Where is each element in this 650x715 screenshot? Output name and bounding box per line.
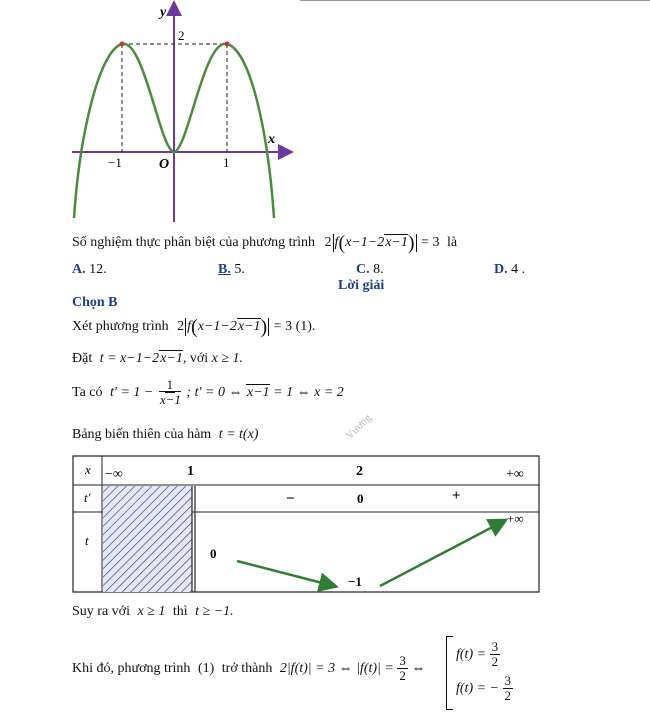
step1: Xét phương trình 2 f(x−1−2x−1) = 3 (1).: [72, 316, 316, 338]
top-rule: [300, 0, 650, 1]
step2: [72, 351, 243, 367]
option-c[interactable]: [356, 262, 384, 278]
x-tick-1: 1: [223, 155, 230, 170]
case-2: [456, 674, 513, 704]
solution-title: Lời giải: [338, 278, 385, 293]
step4-text: Suy ra với: [72, 604, 130, 619]
case-brace: [446, 636, 526, 708]
watermark: Vương: [343, 411, 374, 443]
row-x-label: x: [85, 462, 91, 477]
t-val-inf: +∞: [507, 511, 524, 526]
step2-cond: x ≥ 1.: [211, 351, 244, 366]
t-arrow-up: [380, 521, 504, 586]
step1-sqrt: x−1: [237, 319, 261, 335]
question-eq-rhs: = 3: [421, 235, 440, 251]
option-d-value: 4 .: [511, 262, 526, 277]
case1-frac-den: 2: [491, 654, 499, 670]
question-line: Số nghiệm thực phân biệt của phương trình 2 f(x−1−2x−1) = 3 là: [72, 232, 458, 254]
row-tp-label: t′: [84, 490, 91, 505]
x-pos-inf: +∞: [506, 467, 524, 482]
x-val-1: 1: [187, 464, 194, 479]
tp-minus: −: [286, 491, 295, 507]
tp-zero: 0: [357, 491, 364, 506]
step5-mid: trở thành: [221, 661, 273, 677]
x-tick-neg1: −1: [108, 155, 122, 170]
peak-left: [120, 42, 125, 47]
hatched-region: [103, 486, 192, 592]
step1-arg: x−1−2: [197, 319, 237, 335]
question-suffix: là: [446, 235, 458, 251]
option-d-letter: D.: [494, 262, 508, 277]
y-tick-2: 2: [178, 28, 185, 43]
step5: [72, 654, 425, 684]
question-eq-f: f: [334, 235, 339, 251]
step2-text: Đặt: [72, 351, 93, 366]
option-a-letter: A.: [72, 262, 86, 277]
step3-sqrt: x−1: [246, 385, 270, 401]
question-eq-sqrt: x−1: [385, 235, 408, 251]
step4-mid: thì: [172, 604, 188, 619]
step5-eq1: 2|f(t)| = 3 ⇔ |f(t)| =: [279, 661, 394, 677]
answer-label: Chọn B: [72, 295, 118, 310]
x-val-2: 2: [356, 464, 363, 479]
row-t-label: t: [85, 533, 89, 548]
case-1: [456, 640, 500, 670]
function-graph: [60, 0, 300, 225]
step2-expr: t = x−1−2: [99, 351, 160, 366]
question-eq-arg: x−1−2: [345, 235, 385, 251]
option-b-letter: B.: [218, 262, 231, 277]
tp-plus: +: [452, 488, 461, 504]
case2-frac-num: 3: [504, 673, 511, 688]
x-axis-label: x: [268, 132, 275, 147]
t-val-neg1: −1: [348, 574, 362, 589]
case1-frac-num: 3: [491, 639, 499, 654]
step3-tail2: = 1 ⇔ x = 2: [273, 385, 344, 401]
option-a-value: 12.: [89, 262, 107, 277]
table-caption-expr: t = t(x): [218, 427, 259, 442]
step2-sqrt: x−1: [160, 351, 183, 366]
step5-frac-den: 2: [399, 668, 406, 684]
step5-frac-num: 3: [399, 653, 406, 668]
option-b[interactable]: [218, 262, 245, 278]
step5-text: Khi đó, phương trình: [72, 661, 191, 677]
case2-frac-den: 2: [504, 688, 511, 704]
option-a[interactable]: [72, 262, 107, 278]
x-neg-inf: −∞: [105, 467, 123, 482]
t-arrow-down: [237, 561, 334, 586]
y-axis-label: y: [160, 5, 167, 20]
step5-arrow: ⇔: [411, 661, 426, 677]
option-b-value: 5.: [234, 262, 245, 277]
step1-text: Xét phương trình: [72, 319, 169, 335]
question-text: Số nghiệm thực phân biệt của phương trình: [72, 235, 316, 251]
peak-right: [225, 42, 230, 47]
step4-res: t ≥ −1.: [195, 604, 234, 619]
step3-tail: ; t′ = 0 ⇔: [186, 385, 243, 401]
origin-label: O: [159, 157, 170, 172]
question-eq-prefix: 2: [324, 235, 332, 251]
t-val-0: 0: [210, 546, 217, 561]
option-c-letter: C.: [356, 262, 370, 277]
step3-text: Ta có: [72, 385, 103, 401]
table-caption: [72, 427, 258, 443]
step4-cond: x ≥ 1: [137, 604, 166, 619]
case1-text: f(t) =: [456, 647, 487, 663]
table-caption-text: Bảng biến thiên của hàm: [72, 427, 212, 442]
option-d[interactable]: [494, 262, 525, 278]
option-c-value: 8.: [373, 262, 384, 277]
step3-frac-num: 1: [166, 377, 174, 392]
case2-text: f(t) = −: [456, 681, 499, 697]
step5-ref: (1): [197, 661, 215, 677]
step3-frac-den: x−1: [159, 392, 181, 408]
step1-tail: = 3 (1).: [273, 319, 316, 335]
step3: [72, 378, 344, 408]
step2-tail: , với: [182, 351, 209, 366]
step4: [72, 604, 234, 620]
step3-expr: t′ = 1 −: [110, 385, 154, 401]
